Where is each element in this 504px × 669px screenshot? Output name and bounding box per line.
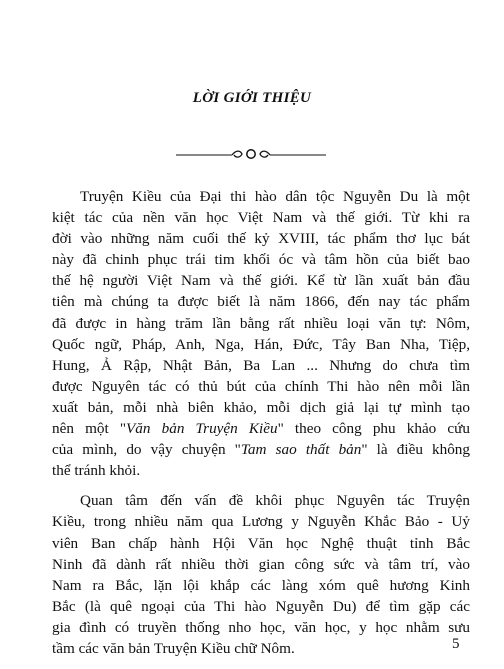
- text-line: Nam ra Bắc, lặn lội khắp các làng xóm quê hương Kinh: [52, 576, 470, 594]
- text-line: Bắc (là quê ngoại của Thi hào Nguyễn Du) để tìm gặp các: [52, 597, 470, 615]
- text-line: thể tránh khỏi.: [52, 462, 141, 480]
- text-line: Quốc ngữ, Pháp, Anh, Nga, Hán, Đức, Tây Ban Nha, Tiệp,: [52, 335, 470, 353]
- text-line: đã được in hàng trăm lần bằng rất nhiều loại văn tự: Nôm,: [52, 314, 470, 332]
- text-line: Hung, Ả Rập, Nhật Bản, Ba Lan ... Nhưng do chưa tìm: [52, 356, 470, 374]
- text-line: của mình, do vậy chuyện "Tam sao thất bản" là điều không: [52, 441, 470, 459]
- divider-ornament-icon: [176, 144, 326, 164]
- paragraph-1: [52, 186, 470, 481]
- text-line: Ninh đã dành rất nhiều thời gian công sức và tâm trí, vào: [52, 555, 470, 573]
- body-text: [52, 186, 470, 659]
- text-line: nên một "Văn bản Truyện Kiều" theo công phu khảo cứu: [52, 420, 470, 438]
- text-line: này đã chinh phục trái tim khối óc và tâm hồn của biết bao: [52, 251, 470, 269]
- text-line: Kiều, trong nhiều năm qua Lương y Nguyễn Khắc Bảo - Uỷ: [52, 513, 470, 531]
- text-line: thế hệ người Việt Nam và thế giới. Kể từ lần xuất bản đầu: [52, 272, 470, 290]
- paragraph-2: [52, 490, 470, 659]
- text-line: được Nguyên tác có thủ bút của chính Thi hào nên mỗi lần: [52, 377, 470, 395]
- text-line: đời vào những năm cuối thế kỷ XVIII, tác phẩm thơ lục bát: [52, 230, 470, 248]
- text-line: viên Ban chấp hành Hội Văn học Nghệ thuật tỉnh Bắc: [52, 534, 470, 552]
- page-number: 5: [452, 636, 460, 652]
- text-line: tiên mà chúng ta được biết là năm 1866, đến nay tác phẩm: [52, 293, 470, 311]
- text-line: Truyện Kiều của Đại thi hào dân tộc Nguyễn Du là một: [80, 188, 470, 205]
- text-line: tầm các văn bản Truyện Kiều chữ Nôm.: [52, 639, 295, 657]
- text-line: Quan tâm đến vấn đề khôi phục Nguyên tác Truyện: [80, 492, 470, 510]
- text-line: kiệt tác của nền văn học Việt Nam và thế giới. Từ khi ra: [52, 209, 470, 227]
- page-title: LỜI GIỚI THIỆU: [192, 90, 312, 106]
- text-line: gia đình có truyền thống nho học, văn học, y học nhằm sưu: [52, 618, 470, 636]
- text-line: xuất bản, mỗi nhà biên khảo, mỗi dịch giả lại tự mình tạo: [52, 398, 470, 416]
